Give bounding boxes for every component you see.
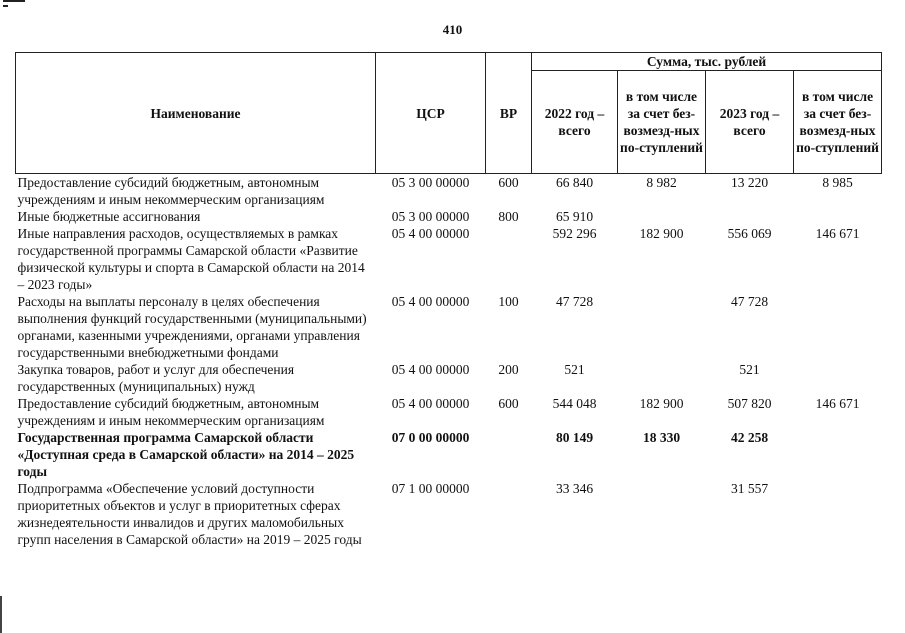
- table-row: [16, 361, 882, 395]
- row-2023-total: 507 820: [727, 396, 772, 411]
- row-csr: 05 4 00 00000: [391, 226, 470, 241]
- row-2023-total: 13 220: [730, 175, 769, 190]
- row-vr: [486, 480, 532, 548]
- row-2023-total: 31 557: [730, 481, 769, 496]
- table-row: [16, 174, 882, 209]
- row-vr: 100: [498, 294, 519, 309]
- row-2022-total: 66 840: [555, 175, 594, 190]
- row-2023-total: [706, 208, 794, 225]
- header-name: Наименование: [16, 53, 376, 174]
- row-csr: 05 3 00 00000: [391, 175, 470, 190]
- row-2023-total: 556 069: [727, 226, 772, 241]
- header-vr: ВР: [486, 53, 532, 174]
- row-2023-free: 146 671: [815, 396, 860, 411]
- row-2022-free: 18 330: [642, 430, 681, 445]
- row-name: Расходы на выплаты персоналу в целях обеспечения выполнения функций государственными (муниципальными) органами, казенными учреждениями, органами управления государственными внебюджетными фондами: [17, 294, 367, 360]
- scan-mark-tick: [3, 5, 8, 7]
- header-sum-group: Сумма, тыс. рублей: [532, 53, 882, 71]
- table-row: [16, 395, 882, 429]
- row-name: Иные бюджетные ассигнования: [17, 209, 201, 224]
- budget-table: [15, 52, 882, 548]
- table-row: [16, 225, 882, 293]
- row-2022-free: [618, 361, 706, 395]
- row-2023-free: [794, 480, 882, 548]
- row-2022-free: 182 900: [639, 226, 684, 241]
- row-2022-free: [618, 208, 706, 225]
- row-2023-free: [794, 293, 882, 361]
- row-name: Предоставление субсидий бюджетным, автономным учреждениям и иным некоммерческим организациям: [17, 396, 325, 428]
- row-2022-total: 592 296: [552, 226, 597, 241]
- row-2022-total: 521: [564, 362, 585, 377]
- row-2022-free: [618, 293, 706, 361]
- row-2023-total: 521: [739, 362, 760, 377]
- row-csr: 05 4 00 00000: [391, 294, 470, 309]
- row-name: Подпрограмма «Обеспечение условий доступности приоритетных объектов и услуг в приоритетных сферах жизнедеятельности инвалидов и других маломобильных групп населения в Самарской области» на 2019 – 2025 годы: [17, 481, 362, 547]
- page-number: 410: [442, 22, 463, 37]
- table-row: [16, 480, 882, 548]
- row-2023-free: 8 985: [822, 175, 853, 190]
- row-2022-total: 65 910: [555, 209, 594, 224]
- table-body: [16, 174, 882, 549]
- row-2023-free: [794, 361, 882, 395]
- table-row: [16, 293, 882, 361]
- row-2023-total: 42 258: [730, 430, 769, 445]
- row-vr: 600: [498, 396, 519, 411]
- row-name: Иные направления расходов, осуществляемых в рамках государственной программы Самарской области «Развитие физической культуры и спорта в Самарской области на 2014 – 2023 годы»: [17, 226, 365, 292]
- header-2022-free: в том числе за счет без-возмезд-ных по-ступлений: [618, 71, 706, 174]
- header-2023-total: 2023 год – всего: [706, 71, 794, 174]
- table-header: [16, 53, 882, 174]
- row-vr: [486, 429, 532, 480]
- row-vr: 800: [498, 209, 519, 224]
- header-2023-free: в том числе за счет без-возмезд-ных по-ступлений: [794, 71, 882, 174]
- row-csr: 07 0 00 00000: [391, 430, 470, 445]
- row-name: Предоставление субсидий бюджетным, автономным учреждениям и иным некоммерческим организациям: [17, 175, 325, 207]
- scan-mark-left: [0, 596, 2, 633]
- scan-mark-top: [3, 0, 25, 2]
- row-2022-free: [618, 480, 706, 548]
- header-2022-total: 2022 год – всего: [532, 71, 618, 174]
- row-2022-total: 33 346: [555, 481, 594, 496]
- row-2023-free: 146 671: [815, 226, 860, 241]
- row-2022-total: 80 149: [555, 430, 594, 445]
- row-csr: 05 4 00 00000: [391, 396, 470, 411]
- row-csr: 05 4 00 00000: [391, 362, 470, 377]
- table-row: [16, 208, 882, 225]
- row-csr: 07 1 00 00000: [391, 481, 470, 496]
- row-2023-free: [794, 208, 882, 225]
- row-name: Государственная программа Самарской области «Доступная среда в Самарской области» на 2014 – 2025 годы: [17, 430, 355, 479]
- row-2023-total: 47 728: [730, 294, 769, 309]
- row-vr: 200: [498, 362, 519, 377]
- row-2022-free: 182 900: [639, 396, 684, 411]
- row-2022-free: 8 982: [646, 175, 677, 190]
- row-csr: 05 3 00 00000: [391, 209, 470, 224]
- row-2022-total: 544 048: [552, 396, 597, 411]
- table-row-program: [16, 429, 882, 480]
- row-vr: 600: [498, 175, 519, 190]
- header-csr: ЦСР: [376, 53, 486, 174]
- row-2023-free: [794, 429, 882, 480]
- row-vr: [486, 225, 532, 293]
- row-2022-total: 47 728: [555, 294, 594, 309]
- row-name: Закупка товаров, работ и услуг для обеспечения государственных (муниципальных) нужд: [17, 362, 295, 394]
